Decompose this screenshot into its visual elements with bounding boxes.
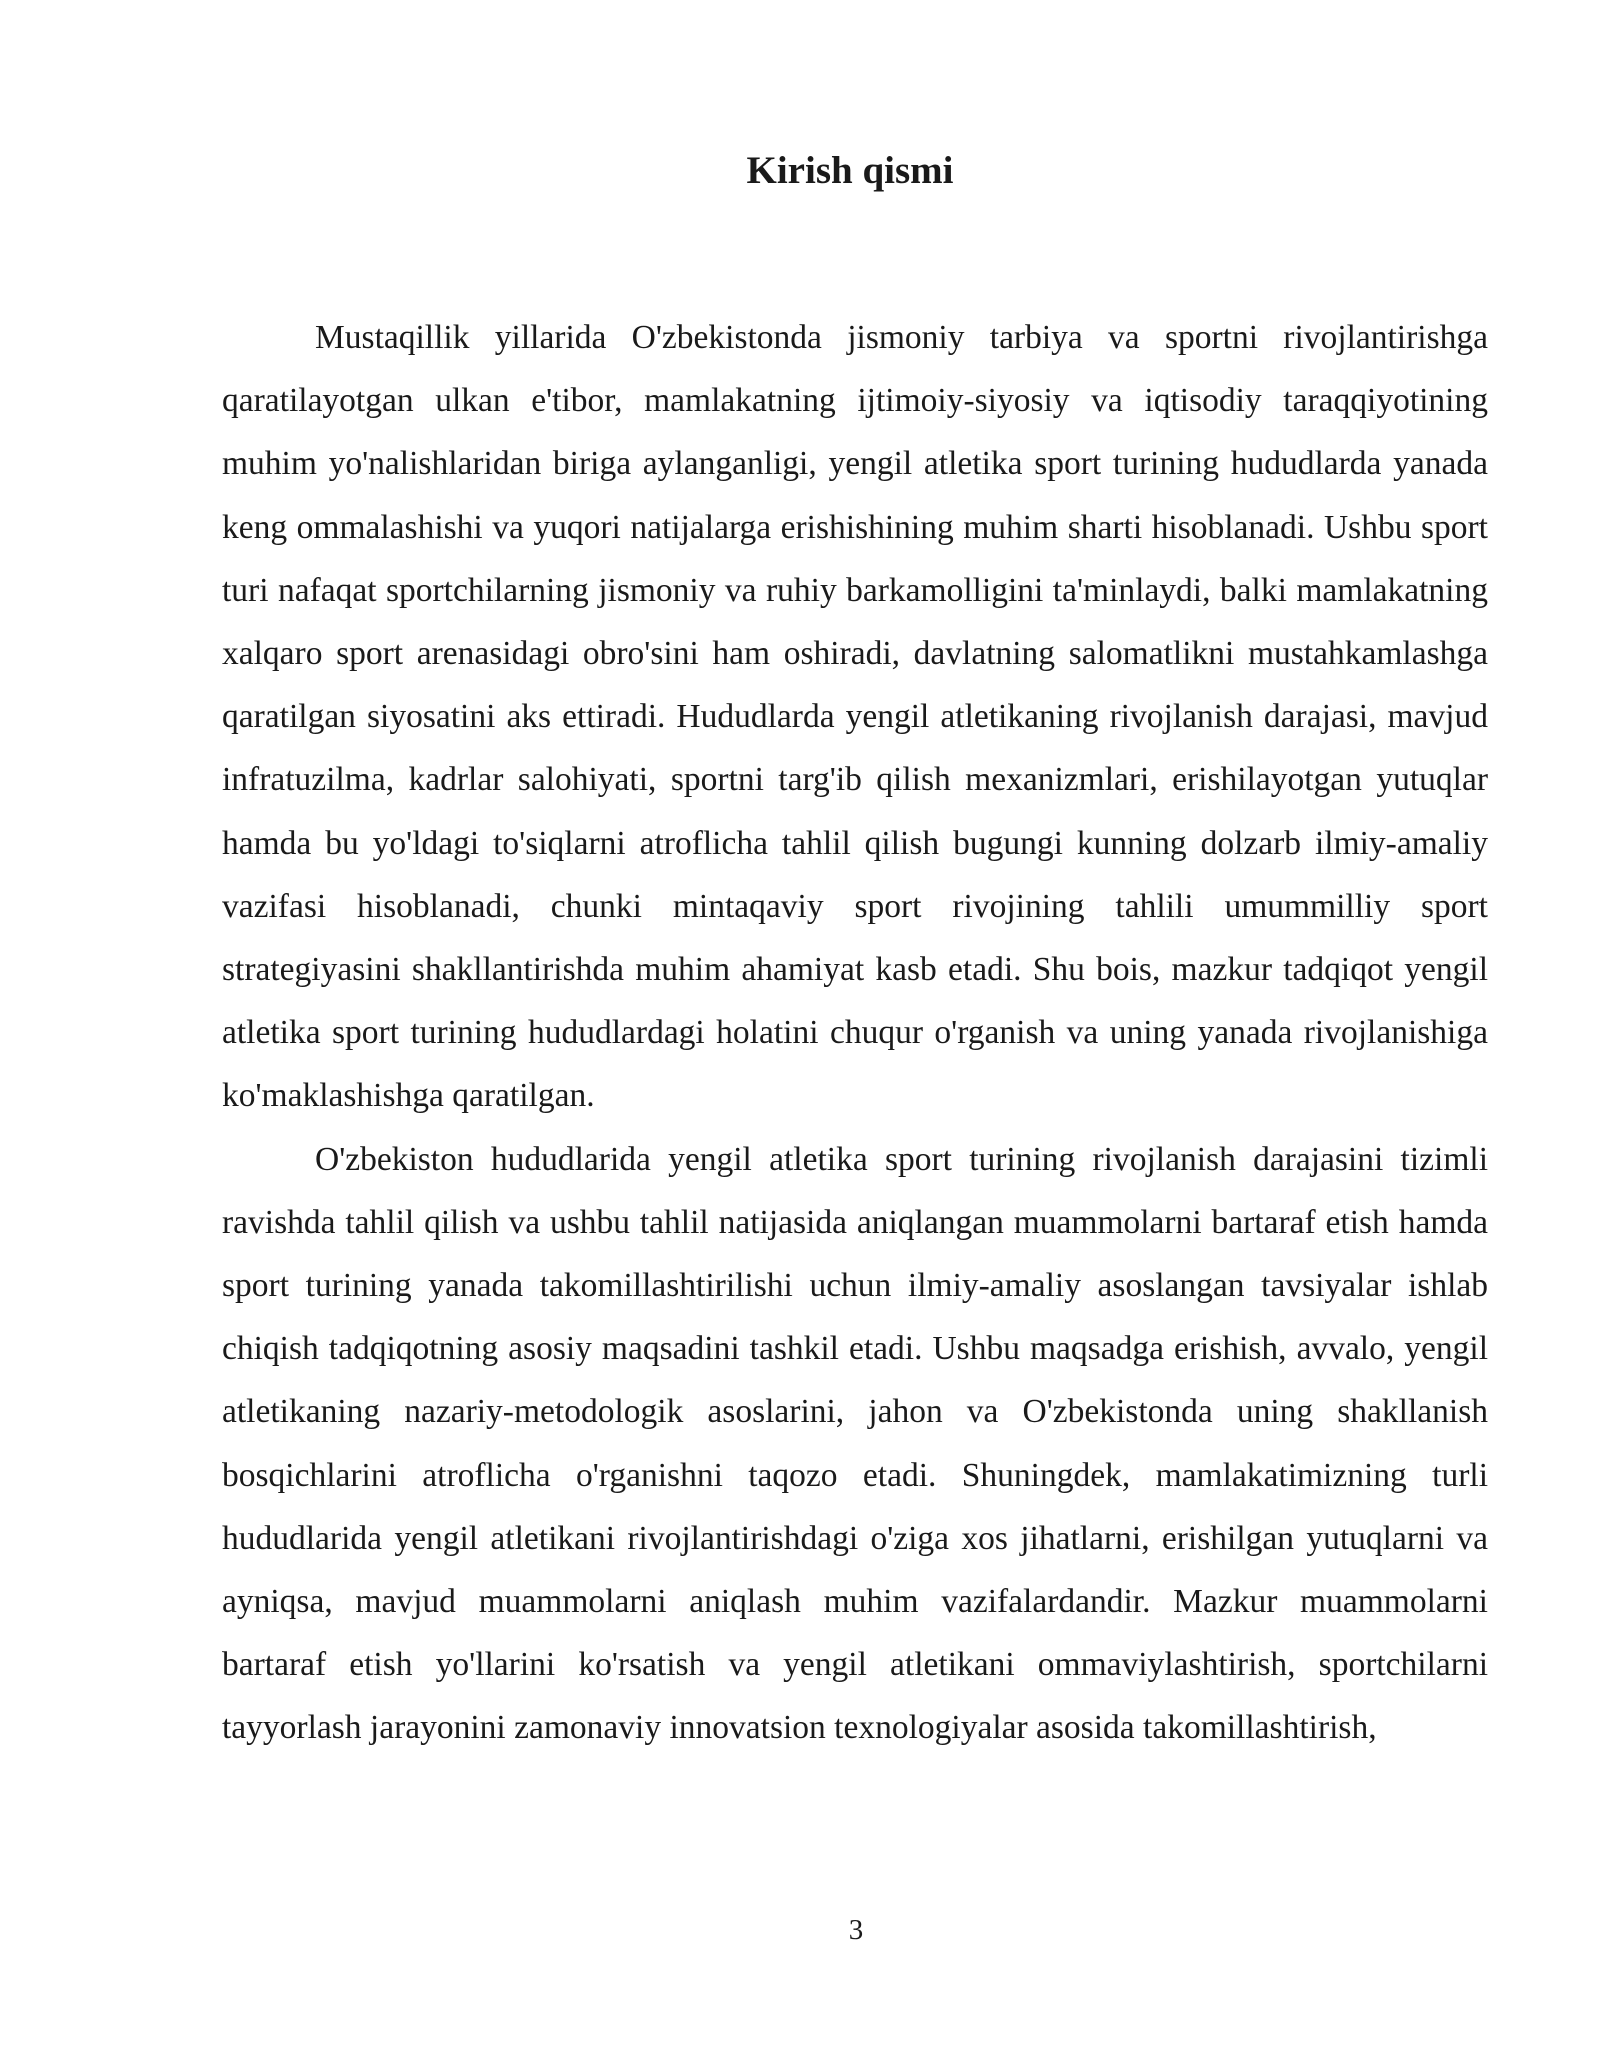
page-number: 3 [848, 1914, 864, 1946]
paragraph-1: Mustaqillik yillarida O'zbekistonda jismoniy tarbiya va sportni rivojlantirishga qaratilayotgan ulkan e'tibor, mamlakatning ijtimoiy-siyosiy va iqtisodiy taraqqiyotining muhim yo'nalishlaridan biriga aylanganligi, yengil atletika sport turining hududlarda yanada keng ommalashishi va yuqori natijalarga erishishining muhim sharti hisoblanadi. Ushbu sport turi nafaqat sportchilarning jismoniy va ruhiy barkamolligini ta'minlaydi, balki mamlakatning xalqaro sport arenasidagi obro'sini ham oshiradi, davlatning salomatlikni mustahkamlashga qaratilgan siyosatini aks ettiradi. Hududlarda yengil atletikaning rivojlanish darajasi, mavjud infratuzilma, kadrlar salohiyati, sportni targ'ib qilish mexanizmlari, erishilayotgan yutuqlar hamda bu yo'ldagi to'siqlarni atroflicha tahlil qilish bugungi kunning dolzarb ilmiy-amaliy vazifasi hisoblanadi, chunki mintaqaviy sport rivojining tahlili umummilliy sport strategiyasini shakllantirishda muhim ahamiyat kasb etadi. Shu bois, mazkur tadqiqot yengil atletika sport turining hududlardagi holatini chuqur o'rganish va uning yanada rivojlanishiga ko'maklashishga qaratilgan. [222, 319, 1488, 1115]
page-title: Kirish qismi [746, 149, 954, 192]
paragraph-2: O'zbekiston hududlarida yengil atletika sport turining rivojlanish darajasini tizimli ravishda tahlil qilish va ushbu tahlil natijasida aniqlangan muammolarni bartaraf etish hamda sport turining yanada takomillashtirilishi uchun ilmiy-amaliy asoslangan tavsiyalar ishlab chiqish tadqiqotning asosiy maqsadini tashkil etadi. Ushbu maqsadga erishish, avvalo, yengil atletikaning nazariy-metodologik asoslarini, jahon va O'zbekistonda uning shakllanish bosqichlarini atroflicha o'rganishni taqozo etadi. Shuningdek, mamlakatimizning turli hududlarida yengil atletikani rivojlantirishdagi o'ziga xos jihatlarni, erishilgan yutuqlarni va ayniqsa, mavjud muammolarni aniqlash muhim vazifalardandir. Mazkur muammolarni bartaraf etish yo'llarini ko'rsatish va yengil atletikani ommaviylashtirish, sportchilarni tayyorlash jarayonini zamonaviy innovatsion texnologiyalar asosida takomillashtirish, [222, 1140, 1488, 1747]
body-text [222, 306, 1488, 1760]
